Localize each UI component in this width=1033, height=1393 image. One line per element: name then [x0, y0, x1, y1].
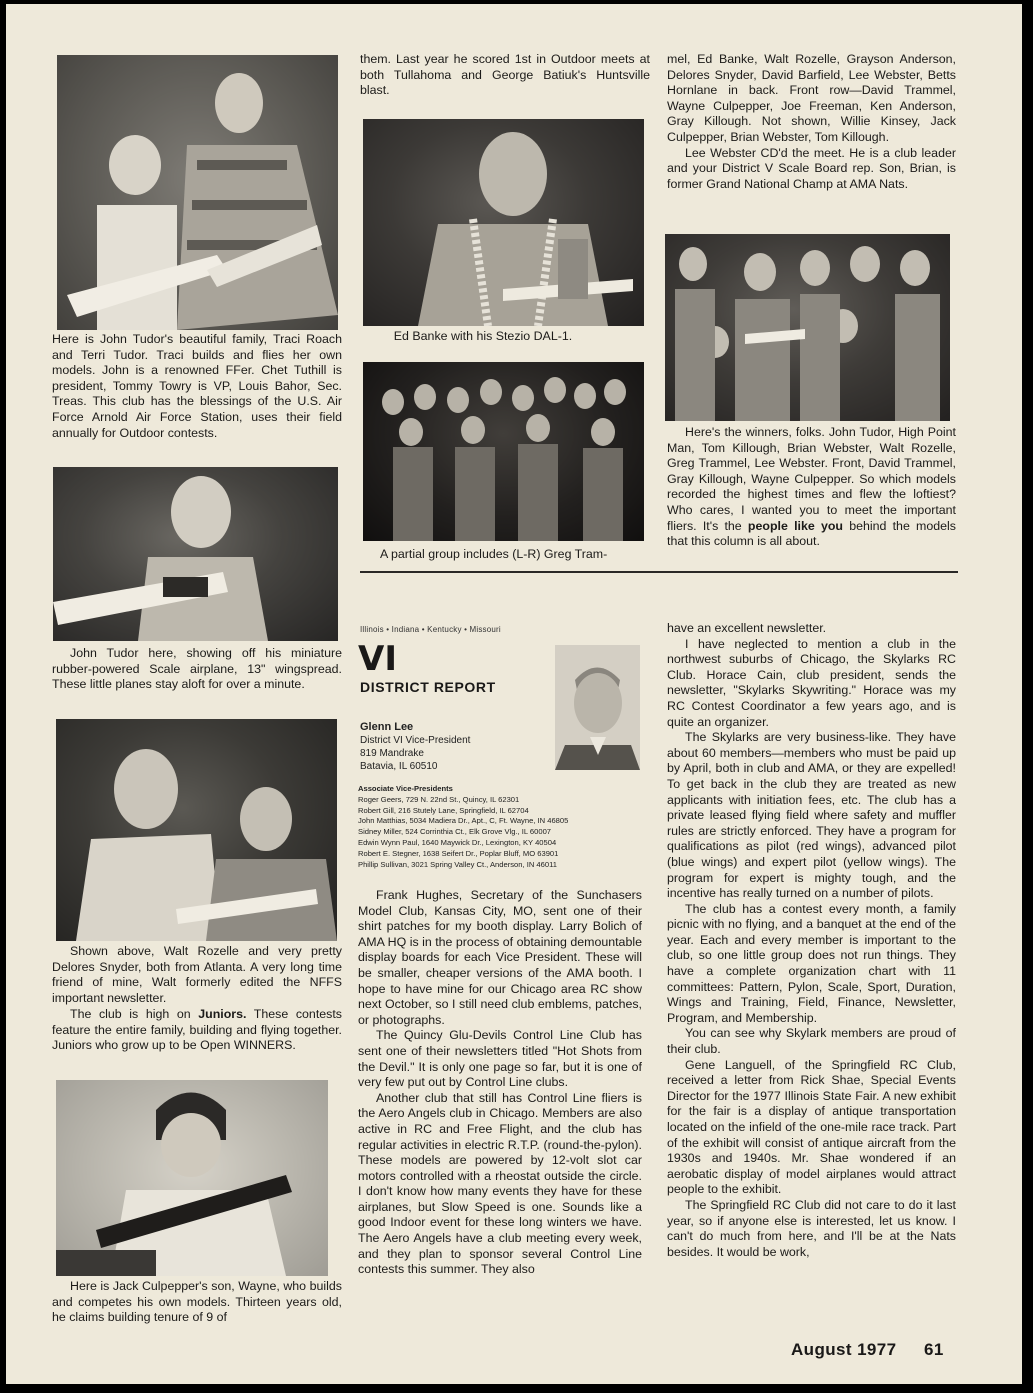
winners-text-2: behind the models that this column is all about. — [667, 518, 956, 549]
winners-text-1: Here's the winners, folks. John Tudor, High Point Man, Tom Killough, Brian Webster, Walt Rozelle, Greg Trammel, Lee Webster. Front, David Trammel, Gray Killough, Wayne Culpepper. So which models recorded the highest times and flew the loftiest? Who cares, I wanted you to meet the important fliers. It's the — [667, 425, 956, 533]
photo-glenn-lee-art — [555, 645, 640, 770]
district-title: DISTRICT REPORT — [360, 679, 496, 695]
caption-juniors — [52, 1007, 342, 1054]
photo-group-art — [363, 362, 644, 541]
author-street: 819 Mandrake — [360, 748, 424, 759]
juniors-text-1: The club is high on — [70, 1007, 199, 1021]
winners-bold: people like you — [747, 518, 843, 533]
photo-ed-banke-art — [363, 119, 644, 326]
avp-item: Sidney Miller, 524 Corrinthia Ct., Elk Grove Vlg., IL 60007 — [358, 827, 552, 837]
juniors-bold: Juniors. — [198, 1007, 247, 1021]
column3-paragraph: You can see why Skylark members are proud of their club. — [667, 1026, 956, 1057]
avp-item: Robert Gill, 216 Stutely Lane, Springfield, IL 62704 — [358, 805, 529, 815]
photo-tudor-family — [57, 55, 338, 330]
district-states: Illinois • Indiana • Kentucky • Missouri — [360, 625, 501, 634]
district-number: VI — [358, 639, 397, 679]
photo-rozelle-snyder-art — [56, 719, 337, 941]
author-role: District VI Vice-President — [360, 735, 471, 746]
photo-wayne-art — [56, 1080, 328, 1276]
caption-rozelle-snyder: Shown above, Walt Rozelle and very pretty Delores Snyder, both from Atlanta. A very long time friend of mine, Walt formerly edited the NFFS important newsletter. — [52, 944, 342, 1005]
avp-header: Associate Vice-Presidents — [358, 784, 453, 793]
column3-paragraph: Gene Languell, of the Springfield RC Club, received a letter from Rick Shae, Special Events Director for the 1977 Illinois State Fair. A new exhibit for the fair is a display of antique transportation located on the infield of the one-mile race track. Part of the exhibit will consist of antique aircraft from the 1930s and 1940s. Mr. Shae wondered if an aerobatic display of model airplanes would attract people to the exhibit. — [667, 1057, 956, 1197]
avp-item: Roger Geers, 729 N. 22nd St., Quincy, IL 62301 — [358, 794, 520, 804]
column3-paragraph: The Skylarks are very business-like. They have about 60 members—members who must be paid up by April, both in club and AMA, or they are expelled! To get back in the club they are treated as new applicants with initiation fees, etc. The club has a private leased flying field where safety and muffler rules are strictly enforced. They have a program for qualifications as pilot (red wings), advanced pilot (blue wings) and expert pilot (yellow wings). The program for expert is mighty tough, and the incentive has really turned on a number of pilots. — [667, 730, 956, 901]
associate-vp-list — [358, 784, 658, 870]
column3-top-p1: mel, Ed Banke, Walt Rozelle, Grayson Anderson, Delores Snyder, David Barfield, Lee Webster, Betts Hornlane in back. Front row—David Trammel, Wayne Culpepper, Joe Freeman, Ken Anderson, Gray Killough. Not shown, Willie Kinsey, Jack Culpepper, Brian Webster, Tom Killough. — [667, 52, 956, 144]
photo-ed-banke — [363, 119, 644, 326]
column2-top-text: them. Last year he scored 1st in Outdoor meets at both Tullahoma and George Batiuk's Huntsville blast. — [360, 52, 650, 98]
photo-winners — [665, 234, 950, 421]
avp-item: Edwin Wynn Paul, 1640 Maywick Dr., Lexington, KY 40504 — [358, 837, 557, 847]
author-name: Glenn Lee — [360, 721, 414, 733]
section-divider — [360, 571, 958, 573]
photo-john-tudor — [53, 467, 338, 641]
footer-page-number: 61 — [924, 1340, 944, 1359]
caption-john-tudor: John Tudor here, showing off his miniature rubber-powered Scale airplane, 13" wingspread. These little planes stay aloft for over a minute. — [52, 646, 342, 692]
column3-paragraph: I have neglected to mention a club in the northwest suburbs of Chicago, the Skylarks RC Club. Horace Cain, club president, sends the newsletter, "Skylarks Skywriting." Horace was my RC Contest Coordinator a few years ago, and is quite an organizer. — [667, 636, 956, 729]
column2-body — [358, 888, 642, 1278]
avp-item: Robert E. Stegner, 1638 Seifert Dr., Poplar Bluff, MO 63901 — [358, 848, 559, 858]
caption-group: A partial group includes (L-R) Greg Tram- — [380, 547, 608, 561]
caption-winners — [667, 425, 956, 550]
photo-group — [363, 362, 644, 541]
column2-paragraph: Another club that still has Control Line fliers is the Aero Angels club in Chicago. Members are also active in RC and Free Flight, and the club has regular activities in electric R.T.P. (round-the-pylon). These models are powered by 12-volt slot car motors controlled with a rheostat outside the circle. I don't know how many events they have for these airplanes, but Slow Speed is one. Sounds like a good Indoor event for these long winters we have. The Aero Angels have a club meeting every week, and they plan to sponsor several Control Line contests this summer. They also — [358, 1090, 642, 1277]
photo-john-tudor-art — [53, 467, 338, 641]
magazine-page — [6, 4, 1022, 1384]
photo-wayne — [56, 1080, 328, 1276]
column2-paragraph: The Quincy Glu-Devils Control Line Club has sent one of their newsletters titled "Hot Shots from the Devil." It is only one page so far, but it is one of very few put out by Control Line clubs. — [358, 1028, 642, 1090]
column2-paragraph: Frank Hughes, Secretary of the Sunchasers Model Club, Kansas City, MO, sent one of their shirt patches for my booth display. Larry Bolich of AMA HQ is in the process of obtaining demountable display boards for each Vice President. These will be smaller, cheaper versions of the AMA booth. I hope to have mine for our Chicago area RC show next October, so I still need club emblems, patches, or photographs. — [358, 888, 642, 1027]
footer-date: August 1977 — [791, 1340, 897, 1359]
caption-ed-banke: Ed Banke with his Stezio DAL-1. — [393, 329, 573, 343]
column3-top-p2: Lee Webster CD'd the meet. He is a club leader and your District V Scale Board rep. Son, Brian, is former Grand National Champ at AMA Nats. — [667, 145, 956, 191]
author-city: Batavia, IL 60510 — [360, 761, 438, 772]
avp-item: Phillip Sullivan, 3021 Spring Valley Ct., Anderson, IN 46011 — [358, 859, 557, 869]
column3-paragraph: The club has a contest every month, a family picnic with no flying, and a banquet at the end of the year. Each and every member is important to the club, so one little group does not run things. They have a complete organization chart with 11 committees: Pattern, Pylon, Scale, Sport, Duration, Wings and Training, Field, Finance, Newsletter, Program, and Membership. — [667, 901, 956, 1025]
column3-body — [667, 621, 956, 1260]
photo-tudor-family-art — [57, 55, 338, 330]
avp-item: John Matthias, 5034 Madiera Dr., Apt., C, Ft. Wayne, IN 46805 — [358, 816, 569, 826]
juniors-text-2: These contests feature the entire family, building and flying together. Juniors who grow up to be Open WINNERS. — [52, 1007, 342, 1053]
column3-top — [667, 52, 956, 192]
caption-wayne: Here is Jack Culpepper's son, Wayne, who builds and competes his own models. Thirteen years old, he claims building tenure of 9 of — [52, 1279, 342, 1325]
photo-rozelle-snyder — [56, 719, 337, 941]
author-block — [360, 721, 550, 773]
column3-paragraph: The Springfield RC Club did not care to do it last year, so if anyone else is interested, let us know. I can't do much from here, and I'll be at the Nats besides. It would be work, — [667, 1197, 956, 1259]
photo-winners-art — [665, 234, 950, 421]
photo-glenn-lee — [555, 645, 640, 770]
column3-paragraph: have an excellent newsletter. — [667, 621, 827, 635]
caption-tudor-family: Here is John Tudor's beautiful family, Traci Roach and Terri Tudor. Traci builds and flies her own models. John is a renowned FFer. Chet Tuthill is president, Tommy Towry is VP, Louis Bahor, Sec. Treas. This club has the blessings of the U.S. Air Force Arnold Air Force Station, uses their field annually for Outdoor contests. — [52, 332, 342, 440]
